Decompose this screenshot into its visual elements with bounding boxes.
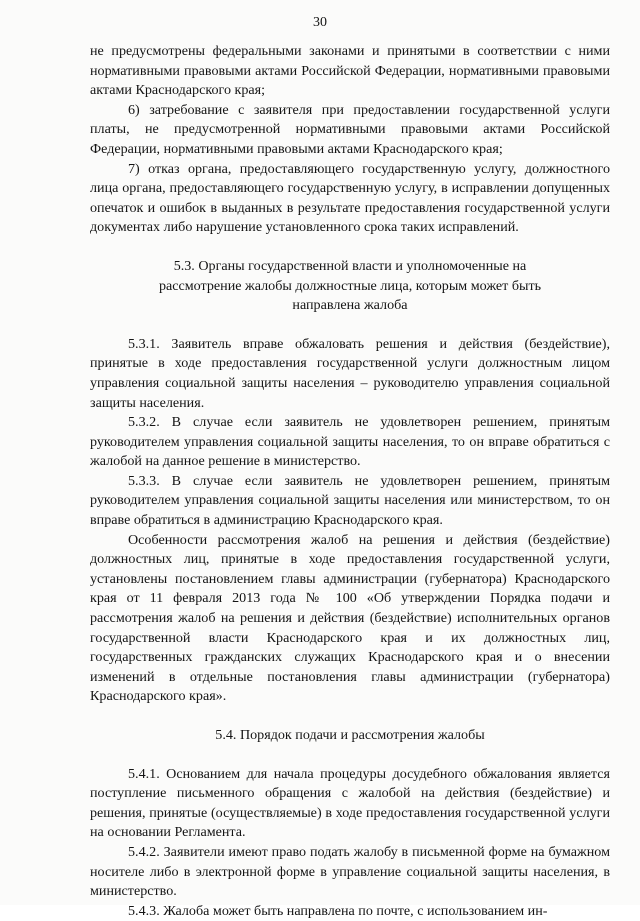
document-body xyxy=(90,42,610,921)
paragraph-5-4-2: 5.4.2. Заявители имеют право подать жалобу в письменной форме на бумажном носителе либо в электронной форме в управление социальной защиты населения, в министерство. xyxy=(90,843,610,900)
paragraph-5-4-3: 5.4.3. Жалоба может быть направлена по почте, с использованием ин- xyxy=(128,902,548,919)
section-5-4-heading: 5.4. Порядок подачи и рассмотрения жалобы xyxy=(215,727,485,743)
paragraph-continuation: не предусмотрены федеральными законами и принятыми в соответствии с ними нормативными правовыми актами Российской Федерации, нормативными правовыми актами Краснодарского края; xyxy=(90,43,610,99)
paragraph-complaint-features: Особенности рассмотрения жалоб на решения и действия (бездействие) должностных лиц, принятые в ходе предоставления государственной услуги, установлены постановлением главы администрации (губернатора) Краснодарского края от 11 февраля 2013 года № 100 «Об утверждении Порядка подачи и рассмотрения жалоб на решения и действия (бездействие) исполнительных органов государственной власти Краснодарского края и их должностных лиц, государственных гражданских служащих Краснодарского края и о внесении изменений в отдельные постановления главы администрации (губернатора) Краснодарского края». xyxy=(90,531,610,705)
paragraph-5-3-3: 5.3.3. В случае если заявитель не удовлетворен решением, принятым руководителем управления социальной защиты населения или министерством, то он вправе обратиться в администрацию Краснодарского края. xyxy=(90,472,610,529)
section-5-3-heading: 5.3. Органы государственной власти и уполномоченные на рассмотрение жалобы должностные лица, которым может быть направлена жалоба xyxy=(158,257,542,314)
page-number: 30 xyxy=(313,15,327,30)
paragraph-item-7: 7) отказ органа, предоставляющего государственную услугу, должностного лица органа, предоставляющего государственную услугу, в исправлении допущенных опечаток и ошибок в выданных в результате предоставления государственной услуги документах либо нарушение установленного срока таких исправлений. xyxy=(90,160,610,236)
paragraph-5-4-1: 5.4.1. Основанием для начала процедуры досудебного обжалования является поступление письменного обращения с жалобой на действия (бездействие) и решения, принятые (осуществляемые) в ходе предоставления государственной услуги на основании Регламента. xyxy=(90,765,610,841)
paragraph-item-6: 6) затребование с заявителя при предоставлении государственной услуги платы, не предусмотренной нормативными правовыми актами Российской Федерации, нормативными правовыми актами Краснодарского края; xyxy=(90,101,610,157)
paragraph-5-3-2: 5.3.2. В случае если заявитель не удовлетворен решением, принятым руководителем управления социальной защиты населения, то он вправе обратиться с жалобой на данное решение в министерство. xyxy=(90,414,610,470)
paragraph-5-3-1: 5.3.1. Заявитель вправе обжаловать решения и действия (бездействие), принятые в ходе предоставления государственной услуги должностным лицом управления социальной защиты населения – руководителю управления социальной защиты населения. xyxy=(90,335,610,411)
